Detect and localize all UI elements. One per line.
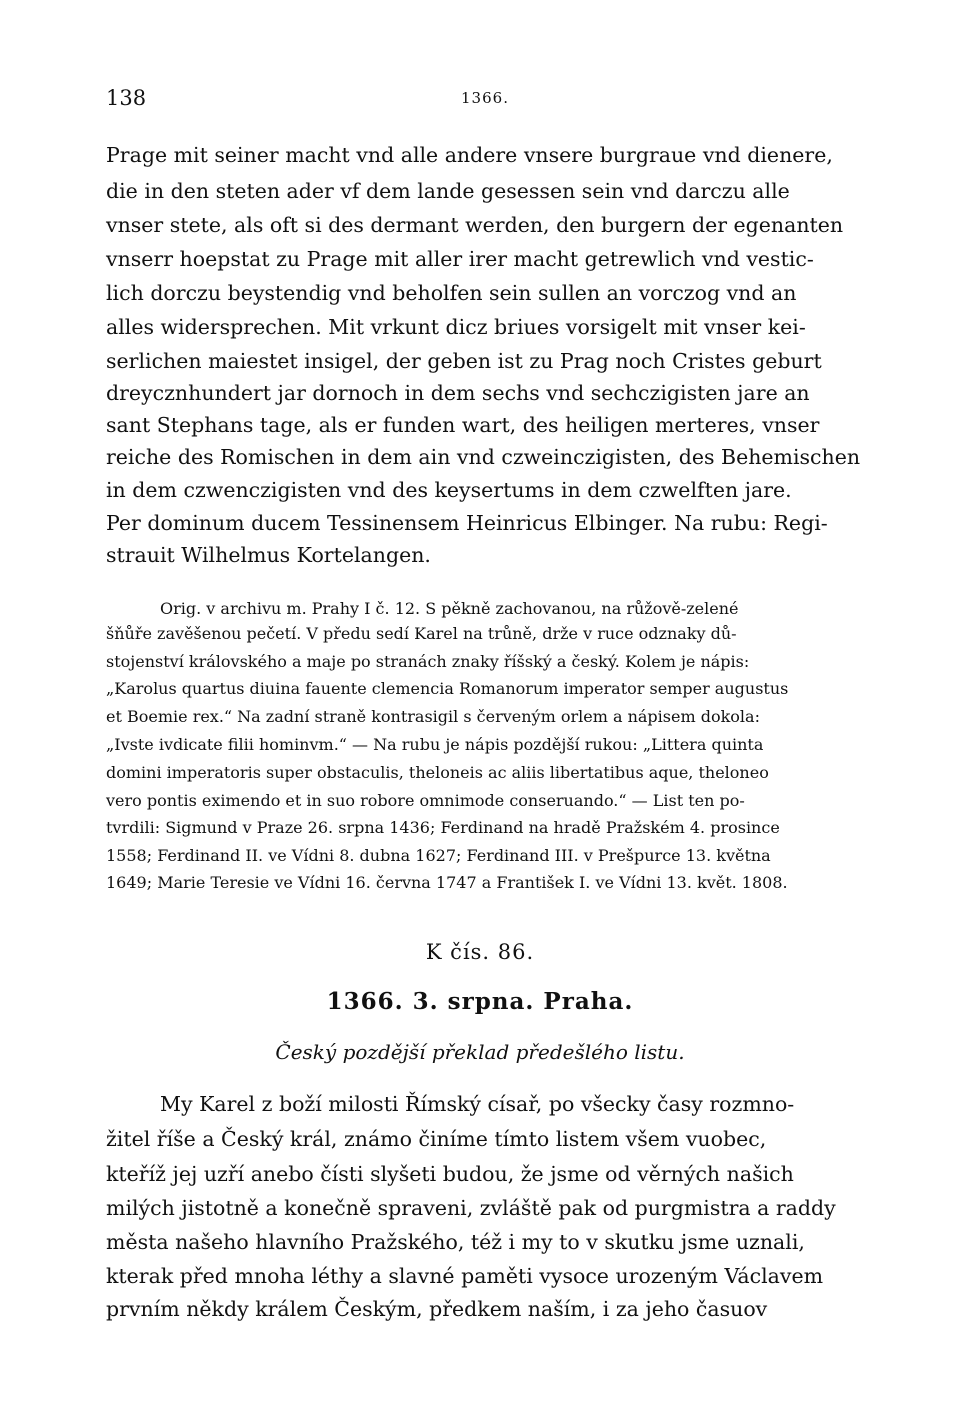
main-text-line: lich dorczu beystendig vnd beholfen sein sullen an vorczog vnd an xyxy=(106,281,797,305)
main-text-line: dreycznhundert jar dornoch in dem sechs vnd sechczigisten jare an xyxy=(106,381,810,405)
translation-line: prvním někdy králem Českým, předkem naším, i za jeho časuov xyxy=(106,1297,768,1321)
main-text-line: vnserr hoepstat zu Prage mit aller irer macht getrewlich vnd vestic- xyxy=(106,247,814,271)
note-line: šňůře zavěšenou pečetí. V předu sedí Karel na trůně, drže v ruce odznaky dů- xyxy=(106,624,737,643)
running-head-year: 1366. xyxy=(461,89,509,107)
note-line: „Karolus quartus diuina fauente clemencia Romanorum imperator semper augustus xyxy=(106,679,789,698)
main-text-line: serlichen maiestet insigel, der geben ist zu Prag noch Cristes geburt xyxy=(106,349,822,373)
translation-line: My Karel z boží milosti Římský císař, po všecky časy rozmno- xyxy=(160,1092,795,1116)
main-text-line: in dem czwenczigisten vnd des keysertums in dem czwelften jare. xyxy=(106,478,792,502)
note-line: 1649; Marie Teresie ve Vídni 16. června 1747 a František I. ve Vídni 13. květ. 1808. xyxy=(106,873,788,892)
note-line: tvrdili: Sigmund v Praze 26. srpna 1436; Ferdinand na hradě Pražském 4. prosince xyxy=(106,818,780,837)
note-line: „Ivste ivdicate filii hominvm.“ — Na rubu je nápis pozdější rukou: „Littera quinta xyxy=(106,735,764,754)
note-line: Orig. v archivu m. Prahy I č. 12. S pěkně zachovanou, na růžově-zelené xyxy=(160,599,739,618)
translation-line: kterak před mnoha léthy a slavné paměti vysoce urozeným Václavem xyxy=(106,1264,824,1288)
main-text-line: Per dominum ducem Tessinensem Heinricus Elbinger. Na rubu: Regi- xyxy=(106,511,828,535)
translation-line: kteříž jej uzří anebo čísti slyšeti budou, že jsme od věrných našich xyxy=(106,1162,794,1186)
note-line: stojenství královského a maje po stranách znaky říšský a český. Kolem je nápis: xyxy=(106,652,750,671)
translation-line: města našeho hlavního Pražského, též i my to v skutku jsme uznali, xyxy=(106,1230,805,1254)
note-line: 1558; Ferdinand II. ve Vídni 8. dubna 1627; Ferdinand III. v Prešpurce 13. května xyxy=(106,846,771,865)
page-number: 138 xyxy=(106,86,147,110)
note-line: domini imperatoris super obstaculis, theloneis ac aliis libertatibus aque, theloneo xyxy=(106,763,769,782)
main-text-line: strauit Wilhelmus Kortelangen. xyxy=(106,543,431,567)
main-text-line: die in den steten ader vf dem lande gesessen sein vnd darczu alle xyxy=(106,179,790,203)
main-text-line: sant Stephans tage, als er funden wart, des heiligen merteres, vnser xyxy=(106,413,820,437)
translation-line: žitel říše a Český král, známo činíme tímto listem všem vuobec, xyxy=(106,1127,767,1151)
document-subtitle: Český pozdější překlad předešlého listu. xyxy=(275,1040,685,1064)
document-date-heading: 1366. 3. srpna. Praha. xyxy=(326,988,634,1015)
translation-line: milých jistotně a konečně spraveni, zvláště pak od purgmistra a raddy xyxy=(106,1196,836,1220)
note-line: vero pontis eximendo et in suo robore omnimode conseruando.“ — List ten po- xyxy=(106,791,745,810)
document-number: K čís. 86. xyxy=(425,940,535,964)
main-text-line: reiche des Romischen in dem ain vnd czweinczigisten, des Behemischen xyxy=(106,445,861,469)
main-text-line: alles widersprechen. Mit vrkunt dicz briues vorsigelt mit vnser kei- xyxy=(106,315,806,339)
main-text-line: Prage mit seiner macht vnd alle andere vnsere burgraue vnd dienere, xyxy=(106,143,833,167)
note-line: et Boemie rex.“ Na zadní straně kontrasigil s červeným orlem a nápisem dokola: xyxy=(106,707,760,726)
main-text-line: vnser stete, als oft si des dermant werden, den burgern der egenanten xyxy=(106,213,844,237)
page-header xyxy=(106,86,864,116)
